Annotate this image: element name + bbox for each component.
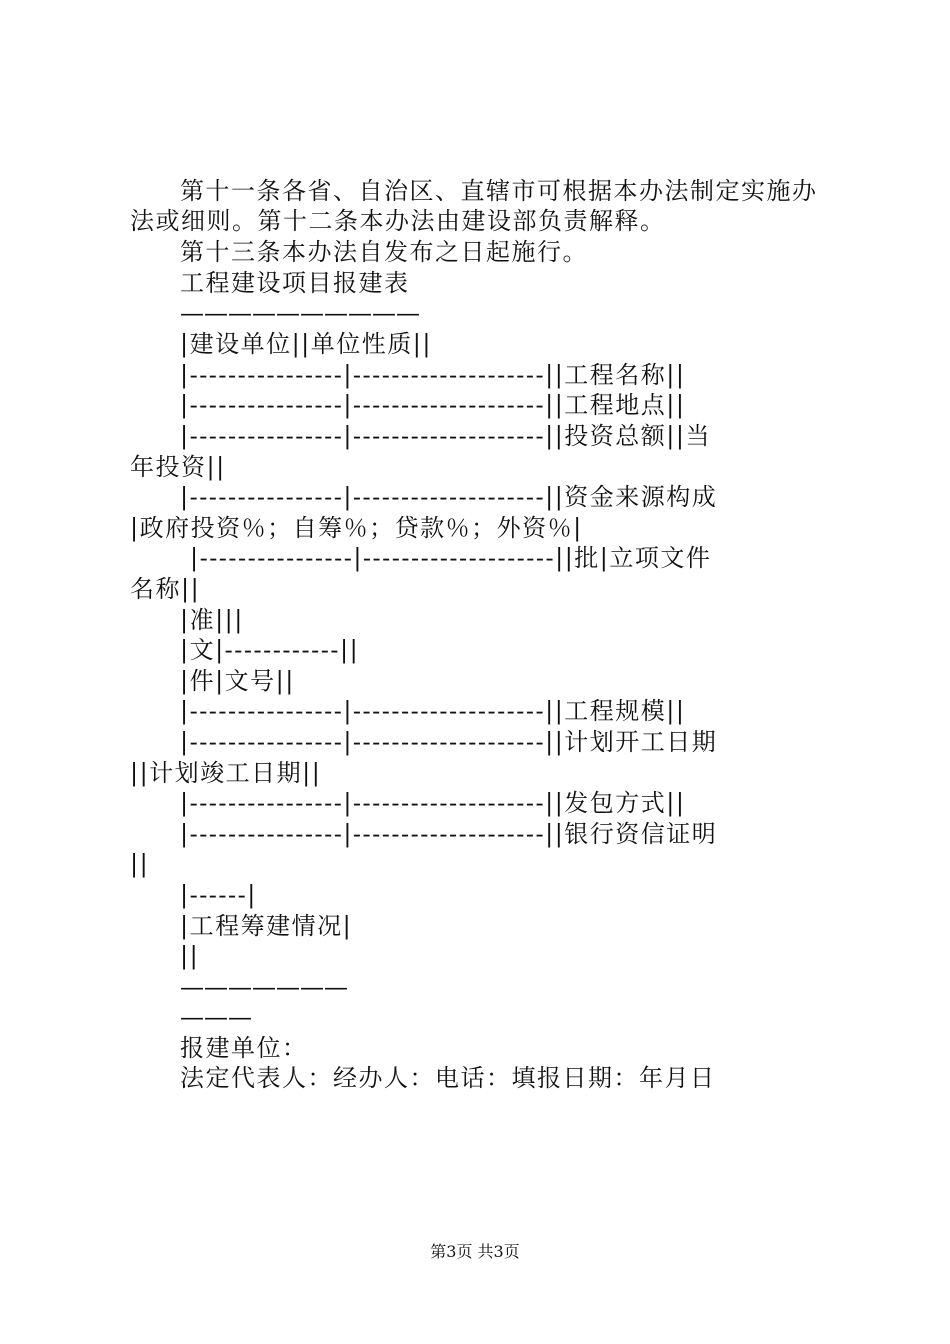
- form-row-planned-start: |----------------|--------------------||计划开工日期: [180, 728, 718, 756]
- form-row-bank-credit-end: ||: [130, 850, 150, 878]
- form-bottom-rule-1: ———————: [180, 973, 348, 1001]
- signature-line: 法定代表人：经办人：电话：填报日期：年月日: [180, 1064, 716, 1092]
- form-row-approval-doc: |----------------|--------------------||批|立项文件: [190, 544, 712, 572]
- form-row-approval-doc-name: 名称||: [130, 575, 201, 603]
- form-title: 工程建设项目报建表: [180, 269, 410, 297]
- page-number-footer: 第3页 共3页: [430, 1242, 520, 1261]
- form-row-divider: |------|: [180, 881, 257, 909]
- form-row-bank-credit: |----------------|--------------------||银行资信证明: [180, 820, 718, 848]
- paragraph-article-11-line-1: 第十一条各省、自治区、直辖市可根据本办法制定实施办: [180, 177, 818, 205]
- form-row-project-scale: |----------------|--------------------||工程规模||: [180, 697, 686, 725]
- form-row-project-location: |----------------|--------------------||工程地点||: [180, 391, 686, 419]
- form-row-contracting-method: |----------------|--------------------||发包方式||: [180, 789, 686, 817]
- form-row-annual-investment: 年投资||: [130, 453, 226, 481]
- form-row-preparation-empty: ||: [180, 942, 200, 970]
- form-row-preparation-status: |工程筹建情况|: [180, 912, 353, 940]
- form-row-funding-source: |----------------|--------------------||资金来源构成: [180, 483, 718, 511]
- form-row-funding-breakdown: |政府投资％；自筹％；贷款％；外资％|: [130, 514, 583, 542]
- form-row-approval-2: |文|------------||: [180, 636, 360, 664]
- reporting-unit: 报建单位：: [180, 1034, 308, 1062]
- form-row-document-number: |件|文号||: [180, 667, 295, 695]
- form-top-rule: ——————————: [180, 299, 420, 327]
- form-row-project-name: |----------------|--------------------||工程名称||: [180, 361, 686, 389]
- form-bottom-rule-2: ———: [180, 1003, 252, 1031]
- form-row-total-investment: |----------------|--------------------||投资总额||当: [180, 422, 711, 450]
- form-row-planned-completion: ||计划竣工日期||: [130, 759, 322, 787]
- form-row-approval-1: |准|||: [180, 606, 244, 634]
- paragraph-article-11-line-2: 法或细则。第十二条本办法由建设部负责解释。: [130, 207, 666, 235]
- paragraph-article-13: 第十三条本办法自发布之日起施行。: [180, 238, 588, 266]
- form-row-construction-unit: |建设单位||单位性质||: [180, 330, 432, 358]
